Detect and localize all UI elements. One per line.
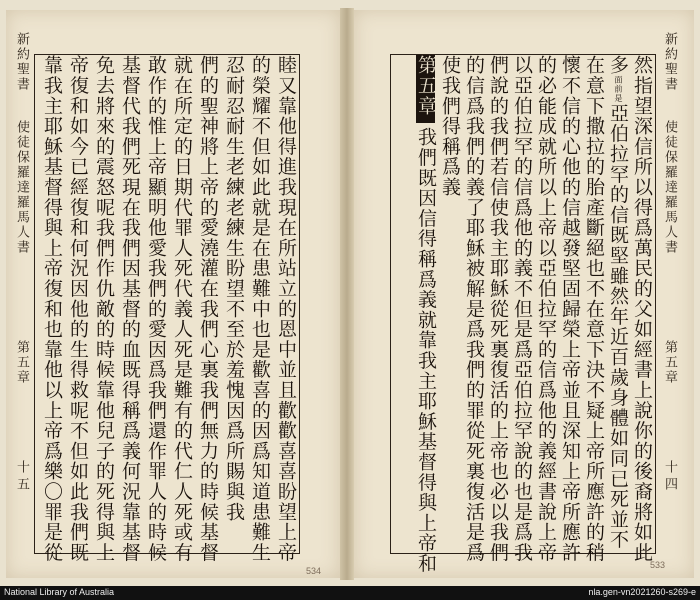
text-column: 在意下撒拉的胎產斷絕也不在意下決不疑上帝所應許的稍 — [583, 55, 605, 563]
text-frame — [390, 54, 656, 574]
text-column: 敢作的惟上帝顯明他愛我們的愛因爲我們還作罪人的時候 — [145, 55, 167, 563]
running-head-chapter: 第五章 — [662, 340, 677, 385]
footer-credit: National Library of Australia — [4, 587, 115, 597]
text-column: 帝復和如今已經復和何況因他的生得救呢不但如此我們既 — [67, 55, 89, 563]
running-head-book: 新約聖書 — [662, 32, 677, 92]
text-column: 靠我主耶穌基督得與上帝復和也靠他以上帝爲樂〇罪是從 — [41, 55, 63, 563]
interlinear-note: 面前是 — [614, 75, 623, 104]
footer-identifier: nla.gen-vn2021260-s269-e — [588, 587, 696, 597]
right-page — [354, 10, 694, 578]
footer-bar — [0, 586, 700, 600]
text-column: 的信爲我們的義了耶穌被解是爲我們的罪從死裏復活是爲 — [463, 55, 485, 563]
text-column: 懷不信的心他的信越發堅固歸榮上帝並且深知上帝所應許 — [559, 55, 581, 563]
page-stamp: 533 — [650, 560, 666, 570]
page-stamp: 534 — [306, 566, 322, 576]
text-column: 使我們得稱爲義 — [439, 55, 461, 198]
text-column: 們的聖神將上帝的愛澆灌在我們心裏我們無力的時候基督 — [197, 55, 219, 563]
text-column — [608, 55, 627, 553]
page-number: 十四 — [662, 460, 677, 494]
running-head-chapter: 第五章 — [14, 340, 29, 385]
text-column: 就在所定的日期代罪人死代義人死是難有的代仁人死或有 — [171, 55, 193, 563]
text-column: 以亞伯拉罕的信爲他的義不但是爲亞伯拉罕說的也是爲我 — [511, 55, 533, 563]
verse-text: 多 — [607, 55, 629, 76]
text-column: 的必能成就所以上帝以亞伯拉罕的信爲他的義經書說上帝 — [535, 55, 557, 563]
chapter-heading: 第五章 — [416, 55, 435, 123]
text-column: 睦又靠他得進我現在所站立的恩中並且歡歡喜喜盼望上帝 — [275, 55, 297, 563]
text-column: 免去將來的震怒呢我們作仇敵的時候靠他兒子的死得與上 — [93, 55, 115, 563]
running-head-book: 新約聖書 — [14, 32, 29, 92]
text-column: 的榮耀不但如此就是在患難中也是歡喜的因爲知道患難生 — [249, 55, 271, 563]
book-spine — [340, 8, 354, 580]
verse-text: 亞伯拉罕的信既堅雖然年近百歲身體如同已死並不 — [607, 103, 629, 550]
running-head-epistle: 使徒保羅達羅馬人書 — [14, 120, 29, 255]
running-head-epistle: 使徒保羅達羅馬人書 — [662, 120, 677, 255]
left-page — [6, 10, 340, 578]
text-column: 然指望深信所以得爲萬民的父如經書上說你的後裔將如此 — [631, 55, 653, 563]
text-frame — [34, 54, 300, 563]
text-column: 我們既因信得稱爲義就靠我主耶穌基督得與上帝和 — [415, 127, 437, 574]
text-column: 基督代我們死現在我們因基督的血既得稱爲義何況靠基督 — [119, 55, 141, 563]
text-column: 們說的我們若信使我主耶穌從死裏復活的上帝也必以我們 — [487, 55, 509, 563]
page-number: 十五 — [14, 460, 29, 494]
text-column: 忍耐忍耐生老練老練生盼望不至於羞愧因爲所賜與我 — [223, 55, 245, 522]
